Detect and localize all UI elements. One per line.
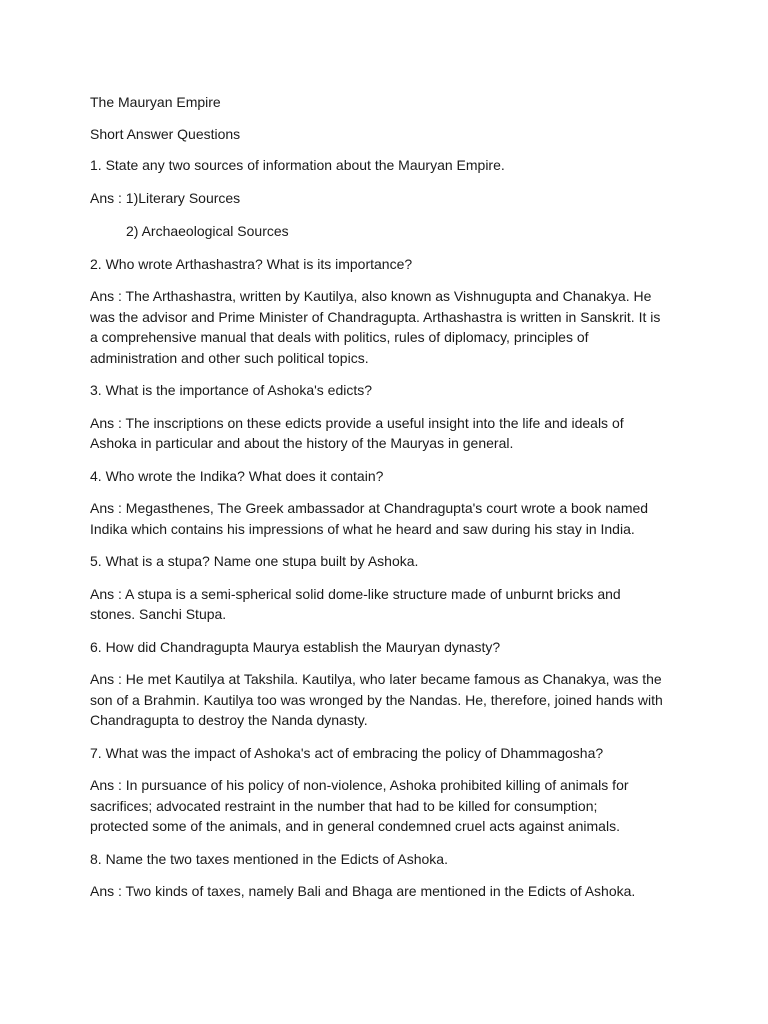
answer-8 [90,881,690,902]
answer-6 [90,669,690,731]
question-4: 4. Who wrote the Indika? What does it contain? [90,467,384,484]
answer-4 [90,498,690,539]
answer-line: administration and other such political topics. [90,349,369,366]
answer-7 [90,775,690,837]
answer-line: Ans : The inscriptions on these edicts provide a useful insight into the life and ideals of [90,414,624,431]
document-title: The Mauryan Empire [90,94,221,110]
answer-line: Ans : Two kinds of taxes, namely Bali and Bhaga are mentioned in the Edicts of Ashoka. [90,883,636,899]
question-2: 2. Who wrote Arthashastra? What is its importance? [90,255,413,272]
answer-line: Ans : 1)Literary Sources [90,189,241,206]
answer-line: was the advisor and Prime Minister of Chandragupta. Arthashastra is written in Sanskrit. It is [90,308,661,325]
answer-line: sacrifices; advocated restraint in the number that had to be killed for consumption; [90,797,598,814]
answer-1 [90,188,690,242]
answer-line: Ans : A stupa is a semi-spherical solid dome-like structure made of unburnt bricks and [90,585,621,602]
answer-2 [90,286,690,368]
answer-line: protected some of the animals, and in general condemned cruel acts against animals. [90,818,620,834]
answer-line: Ans : In pursuance of his policy of non-violence, Ashoka prohibited killing of animals for [90,777,629,793]
question-5: 5. What is a stupa? Name one stupa built by Ashoka. [90,553,419,569]
question-8: 8. Name the two taxes mentioned in the Edicts of Ashoka. [90,850,448,867]
answer-line: Ashoka in particular and about the history of the Mauryas in general. [90,435,514,451]
question-1: 1. State any two sources of information about the Mauryan Empire. [90,157,505,173]
answer-line: Ans : The Arthashastra, written by Kautilya, also known as Vishnugupta and Chanakya. He [90,288,652,304]
answer-line: Indika which contains his impressions of what he heard and saw during his stay in India. [90,520,635,537]
answer-5 [90,584,690,625]
answer-line: Chandragupta to destroy the Nanda dynasty. [90,712,368,728]
answer-line: stones. Sanchi Stupa. [90,606,227,622]
question-7: 7. What was the impact of Ashoka's act of embracing the policy of Dhammagosha? [90,744,604,761]
answer-line: a comprehensive manual that deals with politics, rules of diplomacy, principles of [90,329,589,345]
document-subtitle: Short Answer Questions [90,125,241,142]
question-6: 6. How did Chandragupta Maurya establish the Mauryan dynasty? [90,638,501,655]
document-page [90,92,690,914]
answer-line: 2) Archaeological Sources [126,223,289,239]
answer-3 [90,413,690,454]
answer-line: Ans : Megasthenes, The Greek ambassador at Chandragupta's court wrote a book named [90,500,649,516]
answer-line: son of a Brahmin. Kautilya too was wronged by the Nandas. He, therefore, joined hands with [90,691,663,708]
question-3: 3. What is the importance of Ashoka's edicts? [90,382,373,398]
answer-line: Ans : He met Kautilya at Takshila. Kautilya, who later became famous as Chanakya, was the [90,671,662,687]
